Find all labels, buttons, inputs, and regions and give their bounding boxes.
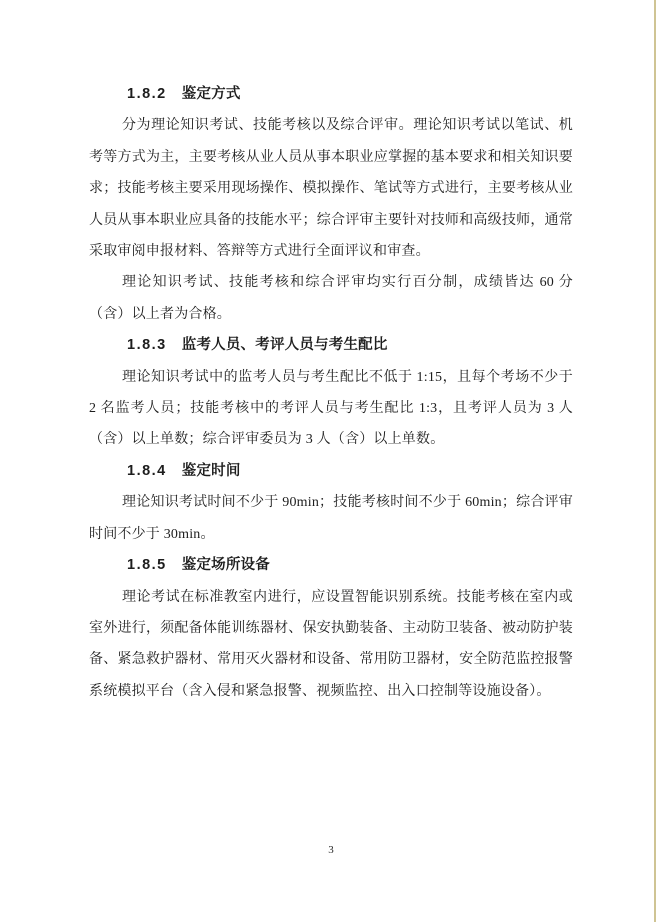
paragraph-proctor-ratio: 理论知识考试中的监考人员与考生配比不低于 1:15，且每个考场不少于 2 名监考人员；技能考核中的考评人员与考生配比 1:3，且考评人员为 3 人（含）以上单数；综合评审委员为 3 人（含）以上单数。: [89, 369, 573, 448]
section-heading-1-8-5: [89, 550, 573, 581]
section-title: 监考人员、考评人员与考生配比: [181, 337, 388, 354]
section-number: 1.8.3: [127, 337, 167, 354]
section-heading-1-8-3: [89, 330, 573, 361]
page-edge-line: [654, 0, 656, 922]
section-title: 鉴定时间: [181, 462, 241, 479]
paragraph-exam-duration: 理论知识考试时间不少于 90min；技能考核时间不少于 60min；综合评审时间不少于 30min。: [89, 495, 573, 542]
section-number: 1.8.5: [127, 557, 167, 574]
paragraph-passing-score: 理论知识考试、技能考核和综合评审均实行百分制，成绩皆达 60 分（含）以上者为合格。: [89, 275, 573, 322]
section-title: 鉴定场所设备: [181, 557, 270, 574]
section-number: 1.8.4: [127, 462, 167, 479]
paragraph-appraisal-methods: 分为理论知识考试、技能考核以及综合评审。理论知识考试以笔试、机考等方式为主，主要考核从业人员从事本职业应掌握的基本要求和相关知识要求；技能考核主要采用现场操作、模拟操作、笔试等方式进行，主要考核从业人员从事本职业应具备的技能水平；综合评审主要针对技师和高级技师，通常采取审阅申报材料、答辩等方式进行全面评议和审查。: [89, 118, 573, 260]
document-body: [89, 79, 573, 707]
section-heading-1-8-2: [89, 79, 573, 110]
section-heading-1-8-4: [89, 456, 573, 487]
section-title: 鉴定方式: [181, 86, 241, 102]
paragraph-venue-equipment: 理论考试在标准教室内进行，应设置智能识别系统。技能考核在室内或室外进行，须配备体能训练器材、保安执勤装备、主动防卫装备、被动防护装备、紧急救护器材、常用灭火器材和设备、常用防卫器材，安全防范监控报警系统模拟平台（含入侵和紧急报警、视频监控、出入口控制等设施设备）。: [89, 589, 573, 699]
section-number: 1.8.2: [127, 86, 167, 102]
page-number: 3: [328, 844, 334, 856]
